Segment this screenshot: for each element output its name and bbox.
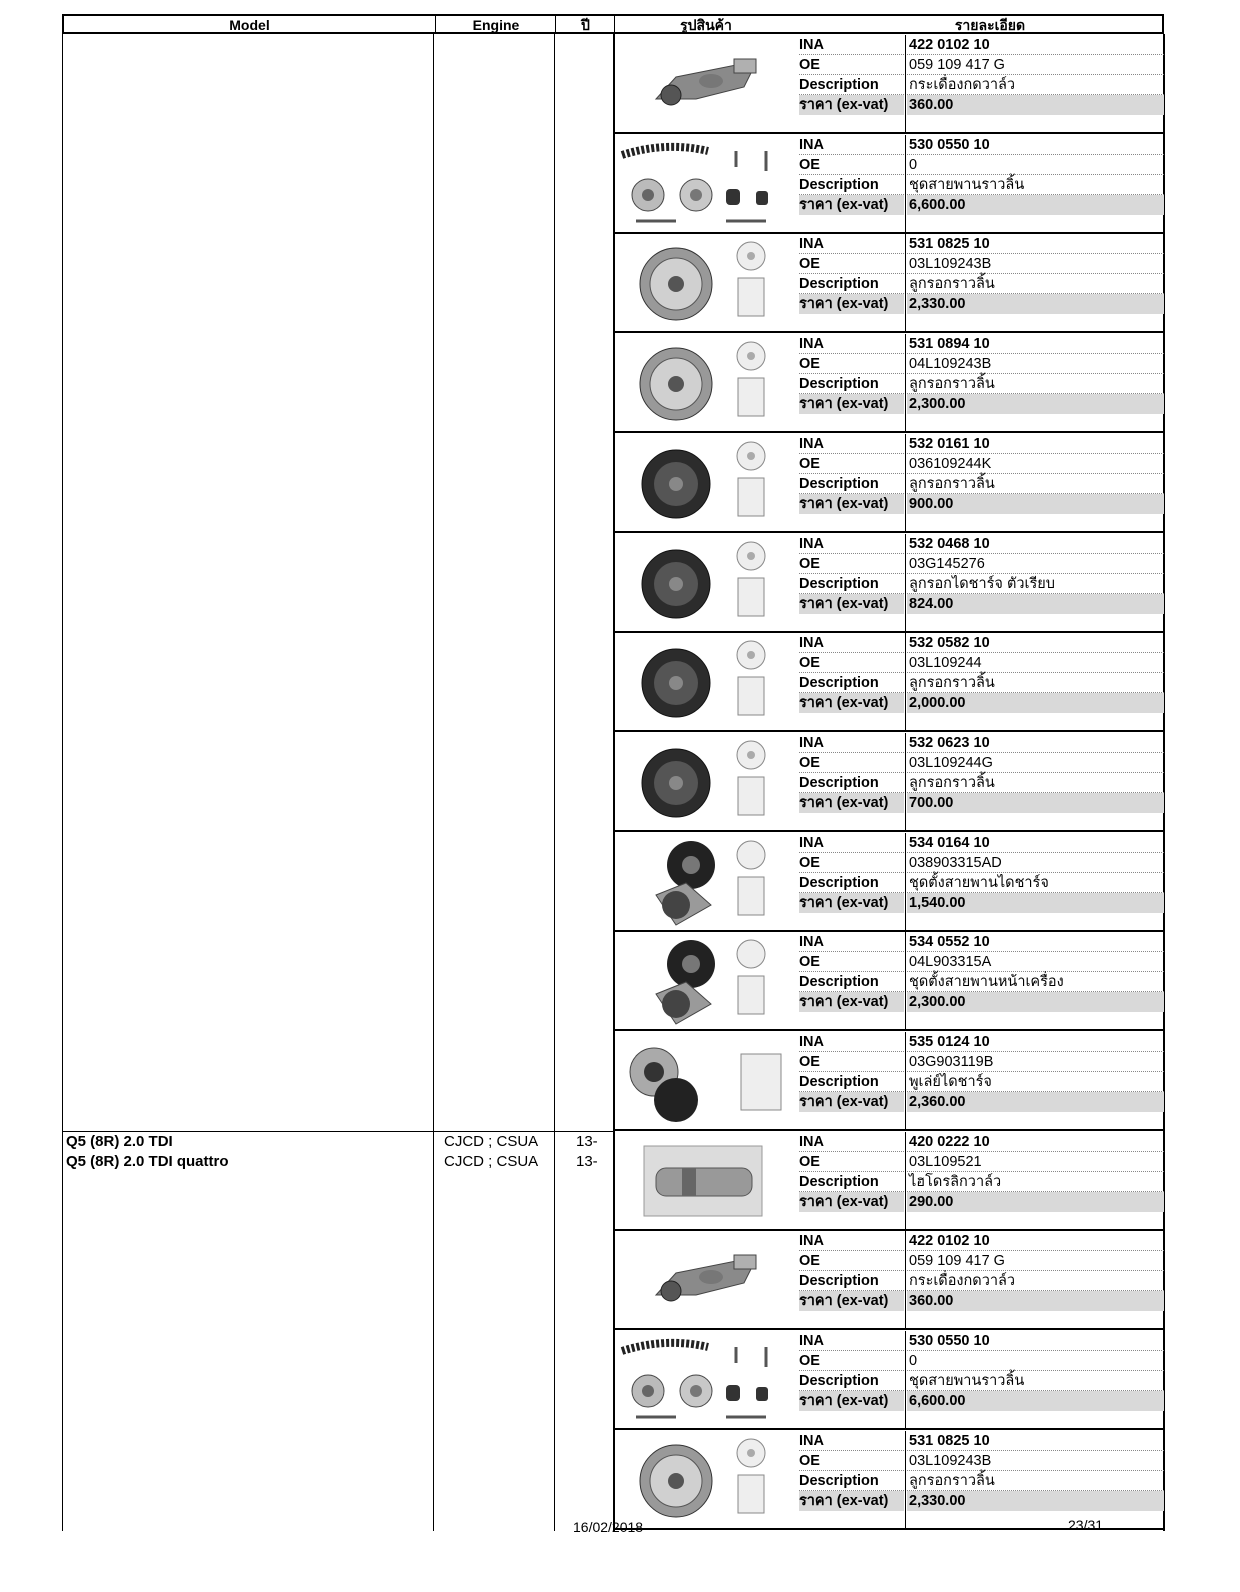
belt-tensioner-icon: [616, 934, 796, 1028]
header-picture: รูปสินค้า: [680, 17, 732, 33]
oe-number: 04L903315A: [907, 952, 1164, 972]
column-divider: [905, 1231, 906, 1328]
description-label: Description: [799, 972, 904, 992]
column-divider: [905, 334, 906, 431]
price-label: ราคา (ex-vat): [799, 1291, 904, 1311]
idler-pulley-icon: [616, 536, 796, 630]
ina-number: 532 0161 10: [907, 434, 1164, 454]
tensioner-pulley-icon: [616, 1433, 796, 1527]
oe-number: 03G903119B: [907, 1052, 1164, 1072]
part-row: [614, 1032, 1164, 1131]
part-price: 2,300.00: [907, 394, 1164, 414]
price-label: ราคา (ex-vat): [799, 1192, 904, 1212]
header-model: Model: [229, 17, 270, 33]
column-divider: [905, 135, 906, 232]
price-label: ราคา (ex-vat): [799, 793, 904, 813]
description-label: Description: [799, 873, 904, 893]
price-label: ราคา (ex-vat): [799, 195, 904, 215]
footer-date: 16/02/2018: [573, 1519, 644, 1535]
description-label: Description: [799, 175, 904, 195]
part-row: [614, 833, 1164, 932]
ina-number: 531 0825 10: [907, 234, 1164, 254]
ina-number: 531 0894 10: [907, 334, 1164, 354]
part-row: [614, 1231, 1164, 1330]
part-row: [614, 334, 1164, 433]
part-price: 6,600.00: [907, 1391, 1164, 1411]
part-row: [614, 1431, 1164, 1530]
part-description: กระเดื่องกดวาล์ว: [907, 75, 1164, 95]
part-row: [614, 932, 1164, 1031]
description-label: Description: [799, 673, 904, 693]
ina-number: 534 0552 10: [907, 932, 1164, 952]
part-description: ลูกรอกราวลิ้น: [907, 274, 1164, 294]
part-row: [614, 633, 1164, 732]
vehicle-row: [62, 1153, 613, 1193]
oe-label: OE: [799, 753, 904, 773]
part-description: ลูกรอกราวลิ้น: [907, 673, 1164, 693]
price-label: ราคา (ex-vat): [799, 394, 904, 414]
ina-label: INA: [799, 1431, 904, 1451]
vehicle-engine: CJCD ; CSUA: [444, 1153, 539, 1170]
grid-line: [62, 34, 63, 1531]
part-row: [614, 234, 1164, 333]
oe-label: OE: [799, 1351, 904, 1371]
oe-label: OE: [799, 853, 904, 873]
part-price: 6,600.00: [907, 195, 1164, 215]
part-row: [614, 1132, 1164, 1231]
oe-number: 038903315AD: [907, 853, 1164, 873]
ina-label: INA: [799, 1331, 904, 1351]
oe-number: 036109244K: [907, 454, 1164, 474]
vehicle-year: 13-: [576, 1153, 598, 1170]
ina-number: 530 0550 10: [907, 1331, 1164, 1351]
part-description: ชุดตั้งสายพานหน้าเครื่อง: [907, 972, 1164, 992]
column-divider: [905, 932, 906, 1029]
column-divider: [905, 633, 906, 730]
ina-label: INA: [799, 35, 904, 55]
part-row: [614, 35, 1164, 134]
ina-number: 422 0102 10: [907, 35, 1164, 55]
idler-pulley-icon: [616, 735, 796, 829]
oe-label: OE: [799, 1451, 904, 1471]
part-price: 700.00: [907, 793, 1164, 813]
description-label: Description: [799, 1371, 904, 1391]
ina-number: 532 0623 10: [907, 733, 1164, 753]
vehicle-model: Q5 (8R) 2.0 TDI: [66, 1133, 173, 1150]
oe-label: OE: [799, 1152, 904, 1172]
price-label: ราคา (ex-vat): [799, 594, 904, 614]
column-divider: [905, 1032, 906, 1129]
part-description: ลูกรอกราวลิ้น: [907, 773, 1164, 793]
price-label: ราคา (ex-vat): [799, 1391, 904, 1411]
rocker-arm-icon: [616, 37, 796, 131]
header-year: ปี: [555, 16, 615, 32]
oe-label: OE: [799, 952, 904, 972]
oe-number: 03G145276: [907, 554, 1164, 574]
part-description: ไฮโดรลิกวาล์ว: [907, 1172, 1164, 1192]
part-price: 2,330.00: [907, 294, 1164, 314]
part-row: [614, 434, 1164, 533]
ina-number: 420 0222 10: [907, 1132, 1164, 1152]
grid-line: [433, 34, 434, 1531]
oe-number: 03L109244G: [907, 753, 1164, 773]
price-label: ราคา (ex-vat): [799, 494, 904, 514]
part-price: 824.00: [907, 594, 1164, 614]
rocker-arm-icon: [616, 1233, 796, 1327]
header-picture-details: [614, 16, 1165, 32]
column-divider: [905, 35, 906, 132]
table-header: [62, 14, 1164, 34]
tensioner-pulley-icon: [616, 336, 796, 430]
oe-number: 059 109 417 G: [907, 55, 1164, 75]
ina-label: INA: [799, 1032, 904, 1052]
part-price: 2,330.00: [907, 1491, 1164, 1511]
price-label: ราคา (ex-vat): [799, 1092, 904, 1112]
description-label: Description: [799, 1471, 904, 1491]
oe-label: OE: [799, 1052, 904, 1072]
description-label: Description: [799, 1172, 904, 1192]
oe-label: OE: [799, 653, 904, 673]
description-label: Description: [799, 75, 904, 95]
part-description: ชุดสายพานราวลิ้น: [907, 175, 1164, 195]
idler-pulley-icon: [616, 436, 796, 530]
oe-number: 04L109243B: [907, 354, 1164, 374]
part-price: 360.00: [907, 1291, 1164, 1311]
part-price: 360.00: [907, 95, 1164, 115]
column-divider: [905, 833, 906, 930]
column-divider: [905, 534, 906, 631]
description-label: Description: [799, 474, 904, 494]
ina-label: INA: [799, 932, 904, 952]
column-divider: [905, 234, 906, 331]
oe-label: OE: [799, 354, 904, 374]
timing-belt-kit-icon: [616, 137, 796, 231]
ina-number: 531 0825 10: [907, 1431, 1164, 1451]
ina-label: INA: [799, 633, 904, 653]
price-label: ราคา (ex-vat): [799, 1491, 904, 1511]
description-label: Description: [799, 1072, 904, 1092]
price-label: ราคา (ex-vat): [799, 294, 904, 314]
idler-pulley-icon: [616, 635, 796, 729]
price-label: ราคา (ex-vat): [799, 893, 904, 913]
oe-label: OE: [799, 1251, 904, 1271]
oe-number: 03L109244: [907, 653, 1164, 673]
oe-number: 03L109521: [907, 1152, 1164, 1172]
header-engine: Engine: [435, 16, 556, 32]
oe-label: OE: [799, 554, 904, 574]
column-divider: [905, 1331, 906, 1428]
part-price: 2,360.00: [907, 1092, 1164, 1112]
vehicle-engine: CJCD ; CSUA: [444, 1133, 539, 1150]
ina-number: 532 0468 10: [907, 534, 1164, 554]
part-description: ลูกรอกราวลิ้น: [907, 474, 1164, 494]
belt-tensioner-icon: [616, 835, 796, 929]
oe-number: 059 109 417 G: [907, 1251, 1164, 1271]
column-divider: [905, 1431, 906, 1528]
part-description: ลูกรอกราวลิ้น: [907, 374, 1164, 394]
price-label: ราคา (ex-vat): [799, 95, 904, 115]
part-price: 1,540.00: [907, 893, 1164, 913]
description-label: Description: [799, 773, 904, 793]
ina-number: 534 0164 10: [907, 833, 1164, 853]
part-description: ชุดสายพานราวลิ้น: [907, 1371, 1164, 1391]
price-label: ราคา (ex-vat): [799, 693, 904, 713]
ina-label: INA: [799, 733, 904, 753]
ina-number: 532 0582 10: [907, 633, 1164, 653]
grid-line: [554, 34, 555, 1531]
ina-label: INA: [799, 534, 904, 554]
part-row: [614, 534, 1164, 633]
column-divider: [905, 1132, 906, 1229]
part-description: กระเดื่องกดวาล์ว: [907, 1271, 1164, 1291]
timing-belt-kit-icon: [616, 1333, 796, 1427]
vehicle-model: Q5 (8R) 2.0 TDI quattro: [66, 1153, 229, 1170]
part-price: 900.00: [907, 494, 1164, 514]
ina-number: 530 0550 10: [907, 135, 1164, 155]
part-price: 2,000.00: [907, 693, 1164, 713]
part-row: [614, 733, 1164, 832]
oe-number: 03L109243B: [907, 1451, 1164, 1471]
oe-number: 0: [907, 1351, 1164, 1371]
ina-number: 422 0102 10: [907, 1231, 1164, 1251]
ina-number: 535 0124 10: [907, 1032, 1164, 1052]
description-label: Description: [799, 1271, 904, 1291]
ina-label: INA: [799, 833, 904, 853]
oe-label: OE: [799, 254, 904, 274]
oe-label: OE: [799, 155, 904, 175]
price-label: ราคา (ex-vat): [799, 992, 904, 1012]
part-row: [614, 135, 1164, 234]
description-label: Description: [799, 274, 904, 294]
alternator-pulley-icon: [616, 1034, 796, 1128]
ina-label: INA: [799, 234, 904, 254]
part-description: ลูกรอกราวลิ้น: [907, 1471, 1164, 1491]
part-description: ชุดตั้งสายพานไดชาร์จ: [907, 873, 1164, 893]
part-price: 2,300.00: [907, 992, 1164, 1012]
vehicle-year: 13-: [576, 1133, 598, 1150]
oe-number: 03L109243B: [907, 254, 1164, 274]
part-price: 290.00: [907, 1192, 1164, 1212]
ina-label: INA: [799, 1231, 904, 1251]
part-description: พูเล่ย์ไดชาร์จ: [907, 1072, 1164, 1092]
column-divider: [905, 733, 906, 830]
vehicle-group-separator: [62, 1131, 613, 1132]
description-label: Description: [799, 574, 904, 594]
header-details: รายละเอียด: [954, 17, 1026, 33]
part-description: ลูกรอกไดชาร์จ ตัวเรียบ: [907, 574, 1164, 594]
oe-label: OE: [799, 454, 904, 474]
hydraulic-lifter-icon: [616, 1134, 796, 1228]
column-divider: [905, 434, 906, 531]
page-number: 23/31: [1068, 1517, 1104, 1533]
ina-label: INA: [799, 1132, 904, 1152]
oe-number: 0: [907, 155, 1164, 175]
ina-label: INA: [799, 135, 904, 155]
oe-label: OE: [799, 55, 904, 75]
description-label: Description: [799, 374, 904, 394]
part-row: [614, 1331, 1164, 1430]
ina-label: INA: [799, 434, 904, 454]
ina-label: INA: [799, 334, 904, 354]
tensioner-pulley-icon: [616, 236, 796, 330]
